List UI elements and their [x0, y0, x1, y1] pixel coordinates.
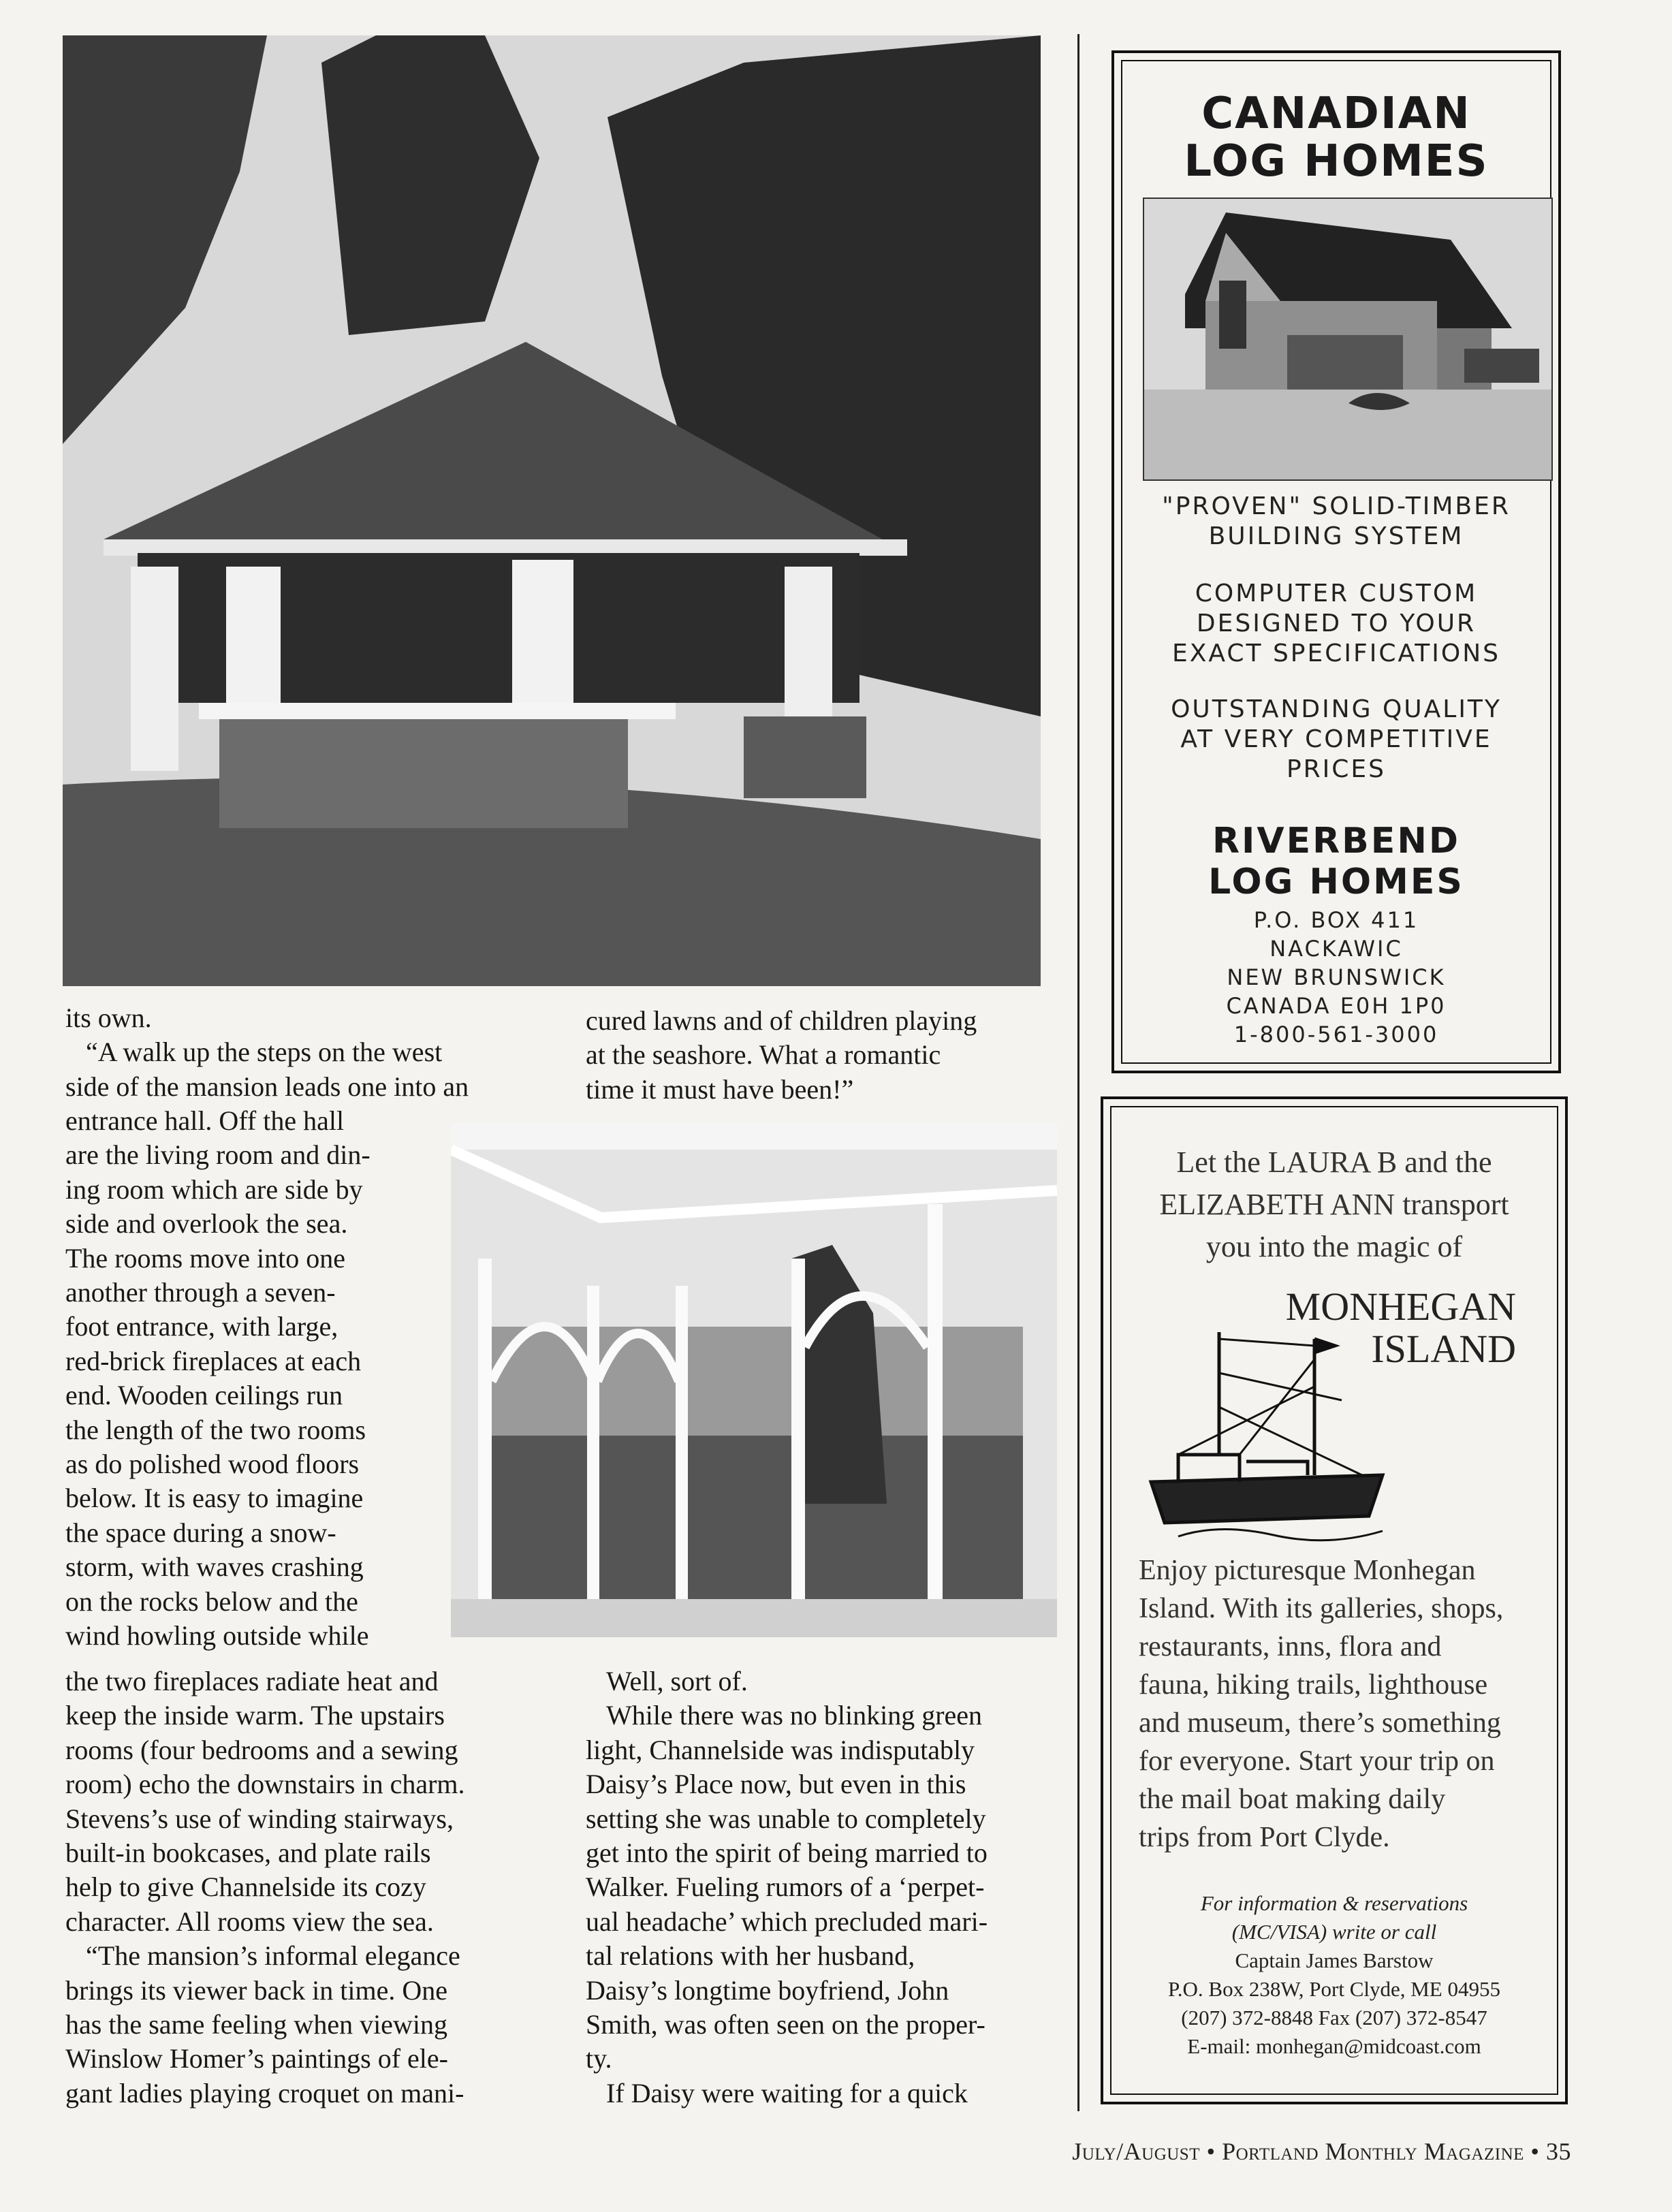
article-line: has the same feeling when viewing — [65, 2009, 447, 2040]
article-line: the space during a snow- — [65, 1517, 336, 1548]
company-name — [1122, 821, 1550, 902]
ad-line: "PROVEN" SOLID-TIMBER — [1162, 492, 1511, 520]
ad-line: Let the LAURA B and the — [1176, 1146, 1492, 1179]
company-line: LOG HOMES — [1208, 862, 1464, 902]
ad-frame — [1121, 60, 1551, 1064]
ad-frame — [1110, 1106, 1558, 2095]
article-line: Daisy’s Place now, but even in this — [586, 1769, 966, 1800]
company-line: RIVERBEND — [1212, 821, 1461, 862]
article-line: wind howling outside while — [65, 1620, 369, 1652]
gazebo-photo — [63, 35, 1041, 986]
ad-line: the mail boat making daily — [1139, 1784, 1446, 1815]
ad-line: ISLAND — [1371, 1327, 1516, 1371]
article-line: get into the spirit of being married to — [586, 1837, 988, 1869]
contact-address: P.O. Box 238W, Port Clyde, ME 04955 — [1167, 1977, 1500, 2001]
address-line: NEW BRUNSWICK — [1227, 964, 1446, 990]
article-line: built-in bookcases, and plate rails — [65, 1837, 431, 1869]
article-line: end. Wooden ceilings run — [65, 1380, 343, 1411]
ad-title-line: LOG HOMES — [1184, 136, 1489, 187]
ad-tagline — [1122, 579, 1550, 669]
article-line: ing room which are side by — [65, 1173, 363, 1205]
article-column-2 — [586, 1004, 1056, 1107]
article-line: Smith, was often seen on the proper- — [586, 2009, 985, 2040]
ad-body — [1139, 1551, 1536, 1856]
contact-email: E-mail: monhegan@midcoast.com — [1187, 2034, 1481, 2058]
article-line: are the living room and din- — [65, 1139, 370, 1171]
article-line: room) echo the downstairs in charm. — [65, 1769, 465, 1800]
article-column-1-bottom — [65, 1664, 526, 2111]
ad-line: trips from Port Clyde. — [1139, 1822, 1390, 1853]
article-line: entrance hall. Off the hall — [65, 1105, 345, 1136]
address-line: P.O. BOX 411 — [1253, 907, 1419, 933]
article-line: ual headache’ which precluded mari- — [586, 1906, 988, 1937]
article-line: rooms (four bedrooms and a sewing — [65, 1734, 458, 1765]
contact-name: Captain James Barstow — [1235, 1948, 1434, 1972]
article-line: its own. — [65, 1002, 152, 1033]
article-line: tal relations with her husband, — [586, 1940, 915, 1972]
article-line: the two fireplaces radiate heat and — [65, 1666, 439, 1696]
article-line: While there was no blinking green — [606, 1700, 983, 1731]
ad-line: restaurants, inns, flora and — [1139, 1631, 1442, 1662]
ad-line: Island. With its galleries, shops, — [1139, 1593, 1504, 1624]
company-address — [1122, 906, 1550, 1049]
article-line: gant ladies playing croquet on mani- — [65, 2077, 464, 2108]
ad-line: PRICES — [1286, 755, 1387, 783]
monhegan-ad — [1101, 1096, 1568, 2104]
article-line: below. It is easy to imagine — [65, 1483, 364, 1514]
ad-title-line: CANADIAN — [1201, 89, 1471, 139]
article-line: “The mansion’s informal elegance — [86, 1940, 460, 1972]
page-footer: July/August • Portland Monthly Magazine • 35 — [1072, 2138, 1571, 2165]
ad-tagline — [1122, 695, 1550, 785]
log-homes-ad — [1111, 50, 1561, 1073]
article-line: on the rocks below and the — [65, 1585, 358, 1617]
article-line: Daisy’s longtime boyfriend, John — [586, 1974, 949, 2006]
ad-line: OUTSTANDING QUALITY — [1171, 695, 1502, 723]
article-line: keep the inside warm. The upstairs — [65, 1700, 445, 1731]
ad-line: EXACT SPECIFICATIONS — [1171, 639, 1501, 667]
ad-line: fauna, hiking trails, lighthouse — [1139, 1669, 1488, 1701]
ad-intro — [1125, 1141, 1543, 1268]
ad-line: BUILDING SYSTEM — [1208, 522, 1464, 550]
article-line: storm, with waves crashing — [65, 1551, 364, 1583]
article-line: at the seashore. What a romantic — [586, 1039, 941, 1071]
article-line: as do polished wood floors — [65, 1449, 360, 1480]
article-line: ty. — [586, 2043, 612, 2074]
article-line: setting she was unable to completely — [586, 1803, 986, 1834]
article-line: Walker. Fueling rumors of a ‘perpet- — [586, 1871, 985, 1903]
article-line: brings its viewer back in time. One — [65, 1974, 447, 2006]
article-line: The rooms move into one — [65, 1242, 346, 1274]
article-line: cured lawns and of children playing — [586, 1005, 977, 1036]
log-home-photo — [1143, 198, 1553, 481]
ad-line: COMPUTER CUSTOM — [1195, 580, 1478, 607]
article-line: side of the mansion leads one into an — [65, 1071, 469, 1102]
article-line: light, Channelside was indisputably — [586, 1734, 975, 1765]
info-line: (MC/VISA) write or call — [1231, 1920, 1437, 1944]
article-line: side and overlook the sea. — [65, 1208, 348, 1239]
ad-title — [1122, 90, 1550, 185]
article-line: foot entrance, with large, — [65, 1311, 338, 1342]
article-column-1-wrap — [65, 1104, 420, 1654]
ad-line: AT VERY COMPETITIVE — [1180, 725, 1492, 753]
contact-info — [1111, 1889, 1557, 2061]
info-line: For information & reservations — [1200, 1891, 1468, 1915]
conservatory-photo — [451, 1122, 1057, 1637]
article-line: time it must have been!” — [586, 1073, 854, 1105]
article-column-1 — [65, 1001, 526, 1104]
mail-boat-illustration — [1137, 1318, 1410, 1543]
article-column-2-bottom — [586, 1664, 1056, 2111]
article-line: red-brick fireplaces at each — [65, 1345, 362, 1376]
article-line: Well, sort of. — [606, 1666, 748, 1696]
ad-tagline — [1122, 492, 1550, 552]
article-line: help to give Channelside its cozy — [65, 1871, 426, 1903]
article-line: the length of the two rooms — [65, 1414, 366, 1445]
ad-line: you into the magic of — [1205, 1230, 1463, 1263]
ad-line: DESIGNED TO YOUR — [1196, 610, 1477, 637]
article-line: another through a seven- — [65, 1277, 336, 1308]
article-line: Stevens’s use of winding stairways, — [65, 1803, 454, 1834]
ad-line: MONHEGAN — [1285, 1284, 1516, 1329]
contact-phone: (207) 372-8848 Fax (207) 372-8547 — [1181, 2006, 1487, 2029]
article-line: “A walk up the steps on the west — [86, 1037, 443, 1068]
article-line: Winslow Homer’s paintings of ele- — [65, 2043, 448, 2074]
column-divider — [1077, 34, 1079, 2111]
address-line: CANADA E0H 1P0 — [1226, 993, 1447, 1019]
article-line: character. All rooms view the sea. — [65, 1906, 434, 1937]
ad-line: Enjoy picturesque Monhegan — [1139, 1555, 1476, 1586]
ad-line: for everyone. Start your trip on — [1139, 1745, 1495, 1777]
ad-line: and museum, there’s something — [1139, 1707, 1501, 1739]
ad-line: ELIZABETH ANN transport — [1159, 1188, 1509, 1221]
article-line: If Daisy were waiting for a quick — [606, 2077, 968, 2108]
address-line: NACKAWIC — [1269, 936, 1403, 962]
phone-number: 1-800-561-3000 — [1233, 1022, 1439, 1047]
